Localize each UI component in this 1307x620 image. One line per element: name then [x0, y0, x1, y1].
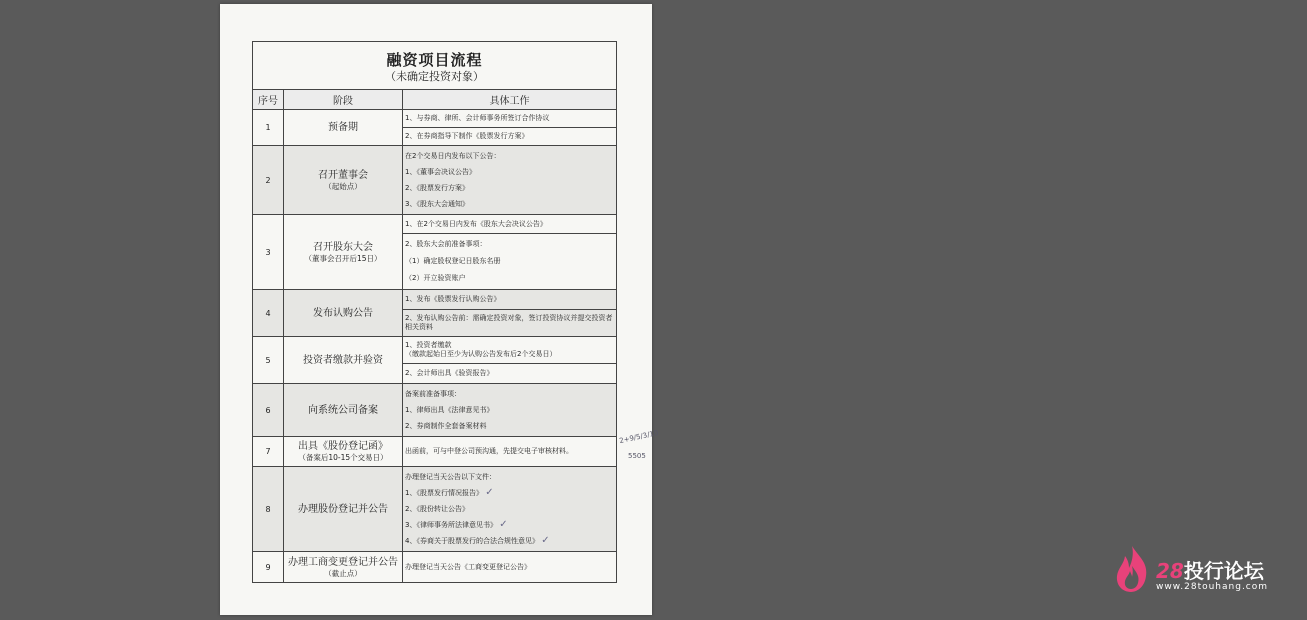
work-item: 1、律师出具《法律意见书》: [405, 406, 494, 414]
table-row: [253, 467, 617, 552]
header-stage: 阶段: [284, 90, 403, 110]
table-title-cell: [253, 42, 617, 90]
work-item: （2）开立验资账户: [405, 274, 466, 282]
row-stage: [284, 552, 403, 583]
work-item: 2、券商制作全套备案材料: [405, 422, 487, 430]
table-row: [253, 437, 617, 467]
work-item: 2、《股票发行方案》: [405, 184, 469, 192]
work-item: [405, 533, 614, 549]
work-cell: [403, 234, 617, 290]
work-item: 在2个交易日内发布以下公告：: [405, 152, 501, 160]
row-number: 6: [253, 384, 284, 437]
work-item: 备案前准备事项：: [405, 390, 461, 398]
table-row: [253, 146, 617, 215]
work-item: 2、发布认购公告前：需确定投资对象，签订投资协议并提交投资者相关资料: [403, 310, 617, 337]
stage-label: 发布认购公告: [313, 307, 373, 319]
work-item-text: 1、《股票发行情况报告》: [405, 489, 483, 497]
row-stage: [284, 146, 403, 215]
row-number: 4: [253, 290, 284, 337]
work-item: [405, 517, 614, 533]
brand-url: www.28touhang.com: [1156, 582, 1269, 592]
table-row: [253, 337, 617, 364]
stage-label: 向系统公司备案: [308, 404, 378, 416]
checkmark-icon: ✓: [499, 519, 508, 530]
document-subtitle: （未确定投资对象）: [385, 70, 484, 83]
table-header-row: [253, 90, 617, 110]
table-row: [253, 110, 617, 128]
row-stage: [284, 290, 403, 337]
work-item: 2、在券商指导下制作《股票发行方案》: [403, 128, 617, 146]
brand-name-text: 投行论坛: [1183, 559, 1264, 583]
row-number: 8: [253, 467, 284, 552]
work-item: 2、股东大会前准备事项：: [405, 240, 487, 248]
table-row: [253, 290, 617, 310]
stage-label: 预备期: [328, 122, 358, 133]
row-stage: [284, 467, 403, 552]
stage-label: 办理股份登记并公告: [298, 503, 388, 515]
stage-sublabel: （备案后10-15个交易日）: [298, 453, 388, 462]
stage-sublabel: （截止点）: [324, 568, 362, 578]
row-number: 5: [253, 337, 284, 384]
brand-number: 28: [1156, 559, 1184, 583]
row-number: 7: [253, 437, 284, 467]
work-cell: [403, 467, 617, 552]
work-item: （1）确定股权登记日股东名册: [405, 257, 501, 265]
work-item: 办理登记当天公告以下文件：: [405, 473, 496, 481]
row-stage: [284, 437, 403, 467]
header-work: 具体工作: [403, 90, 617, 110]
scanned-page: [220, 4, 652, 615]
table-row: [253, 384, 617, 437]
work-item: （缴款起始日至少为认购公告发布后2个交易日）: [405, 350, 557, 358]
stage-label: 召开董事会: [318, 169, 368, 181]
work-item: 2、《股份转让公告》: [405, 505, 469, 513]
stage-sublabel: （董事会召开后15日）: [304, 253, 382, 263]
row-stage: [284, 110, 403, 146]
row-number: 3: [253, 215, 284, 290]
brand-name: [1156, 555, 1264, 584]
stage-label: 办理工商变更登记并公告: [288, 556, 398, 568]
handwritten-note: 2+9/5/3/10: [618, 428, 660, 446]
work-item: 出函前，可与中登公司预沟通，先提交电子审核材料。: [403, 437, 617, 467]
brand-watermark: [1112, 544, 1282, 596]
row-stage: [284, 384, 403, 437]
table-row: [253, 552, 617, 583]
work-item-text: 4、《券商关于股票发行的合法合规性意见》: [405, 537, 539, 545]
process-table: [252, 41, 617, 583]
row-number: 1: [253, 110, 284, 146]
stage-label: 召开股东大会: [313, 241, 373, 253]
handwritten-note: 5505: [628, 452, 646, 460]
row-stage: [284, 337, 403, 384]
work-item: 1、投资者缴款: [405, 341, 452, 349]
row-number: 9: [253, 552, 284, 583]
work-cell: [403, 337, 617, 364]
work-item: 1、在2个交易日内发布《股东大会决议公告》: [403, 215, 617, 234]
work-item: 3、《股东大会通知》: [405, 200, 469, 208]
work-item: [405, 485, 614, 501]
work-item: 1、与券商、律所、会计师事务所签订合作协议: [403, 110, 617, 128]
table-row: [253, 215, 617, 234]
checkmark-icon: ✓: [485, 487, 494, 498]
header-number: 序号: [253, 90, 284, 110]
stage-sublabel: （起始点）: [324, 181, 362, 191]
checkmark-icon: ✓: [541, 535, 550, 546]
work-item-text: 3、《律师事务所法律意见书》: [405, 521, 497, 529]
flame-logo-icon: [1112, 544, 1152, 594]
work-cell: [403, 146, 617, 215]
row-stage: [284, 215, 403, 290]
document-title: 融资项目流程: [386, 51, 483, 69]
work-cell: [403, 384, 617, 437]
stage-label: 出具《股份登记函》: [298, 441, 388, 452]
work-item: 1、《董事会决议公告》: [405, 168, 476, 176]
work-item: 1、发布《股票发行认购公告》: [403, 290, 617, 310]
work-item: 办理登记当天公告《工商变更登记公告》: [403, 552, 617, 583]
row-number: 2: [253, 146, 284, 215]
stage-label: 投资者缴款并验资: [303, 354, 383, 366]
work-item: 2、会计师出具《验资报告》: [403, 364, 617, 384]
